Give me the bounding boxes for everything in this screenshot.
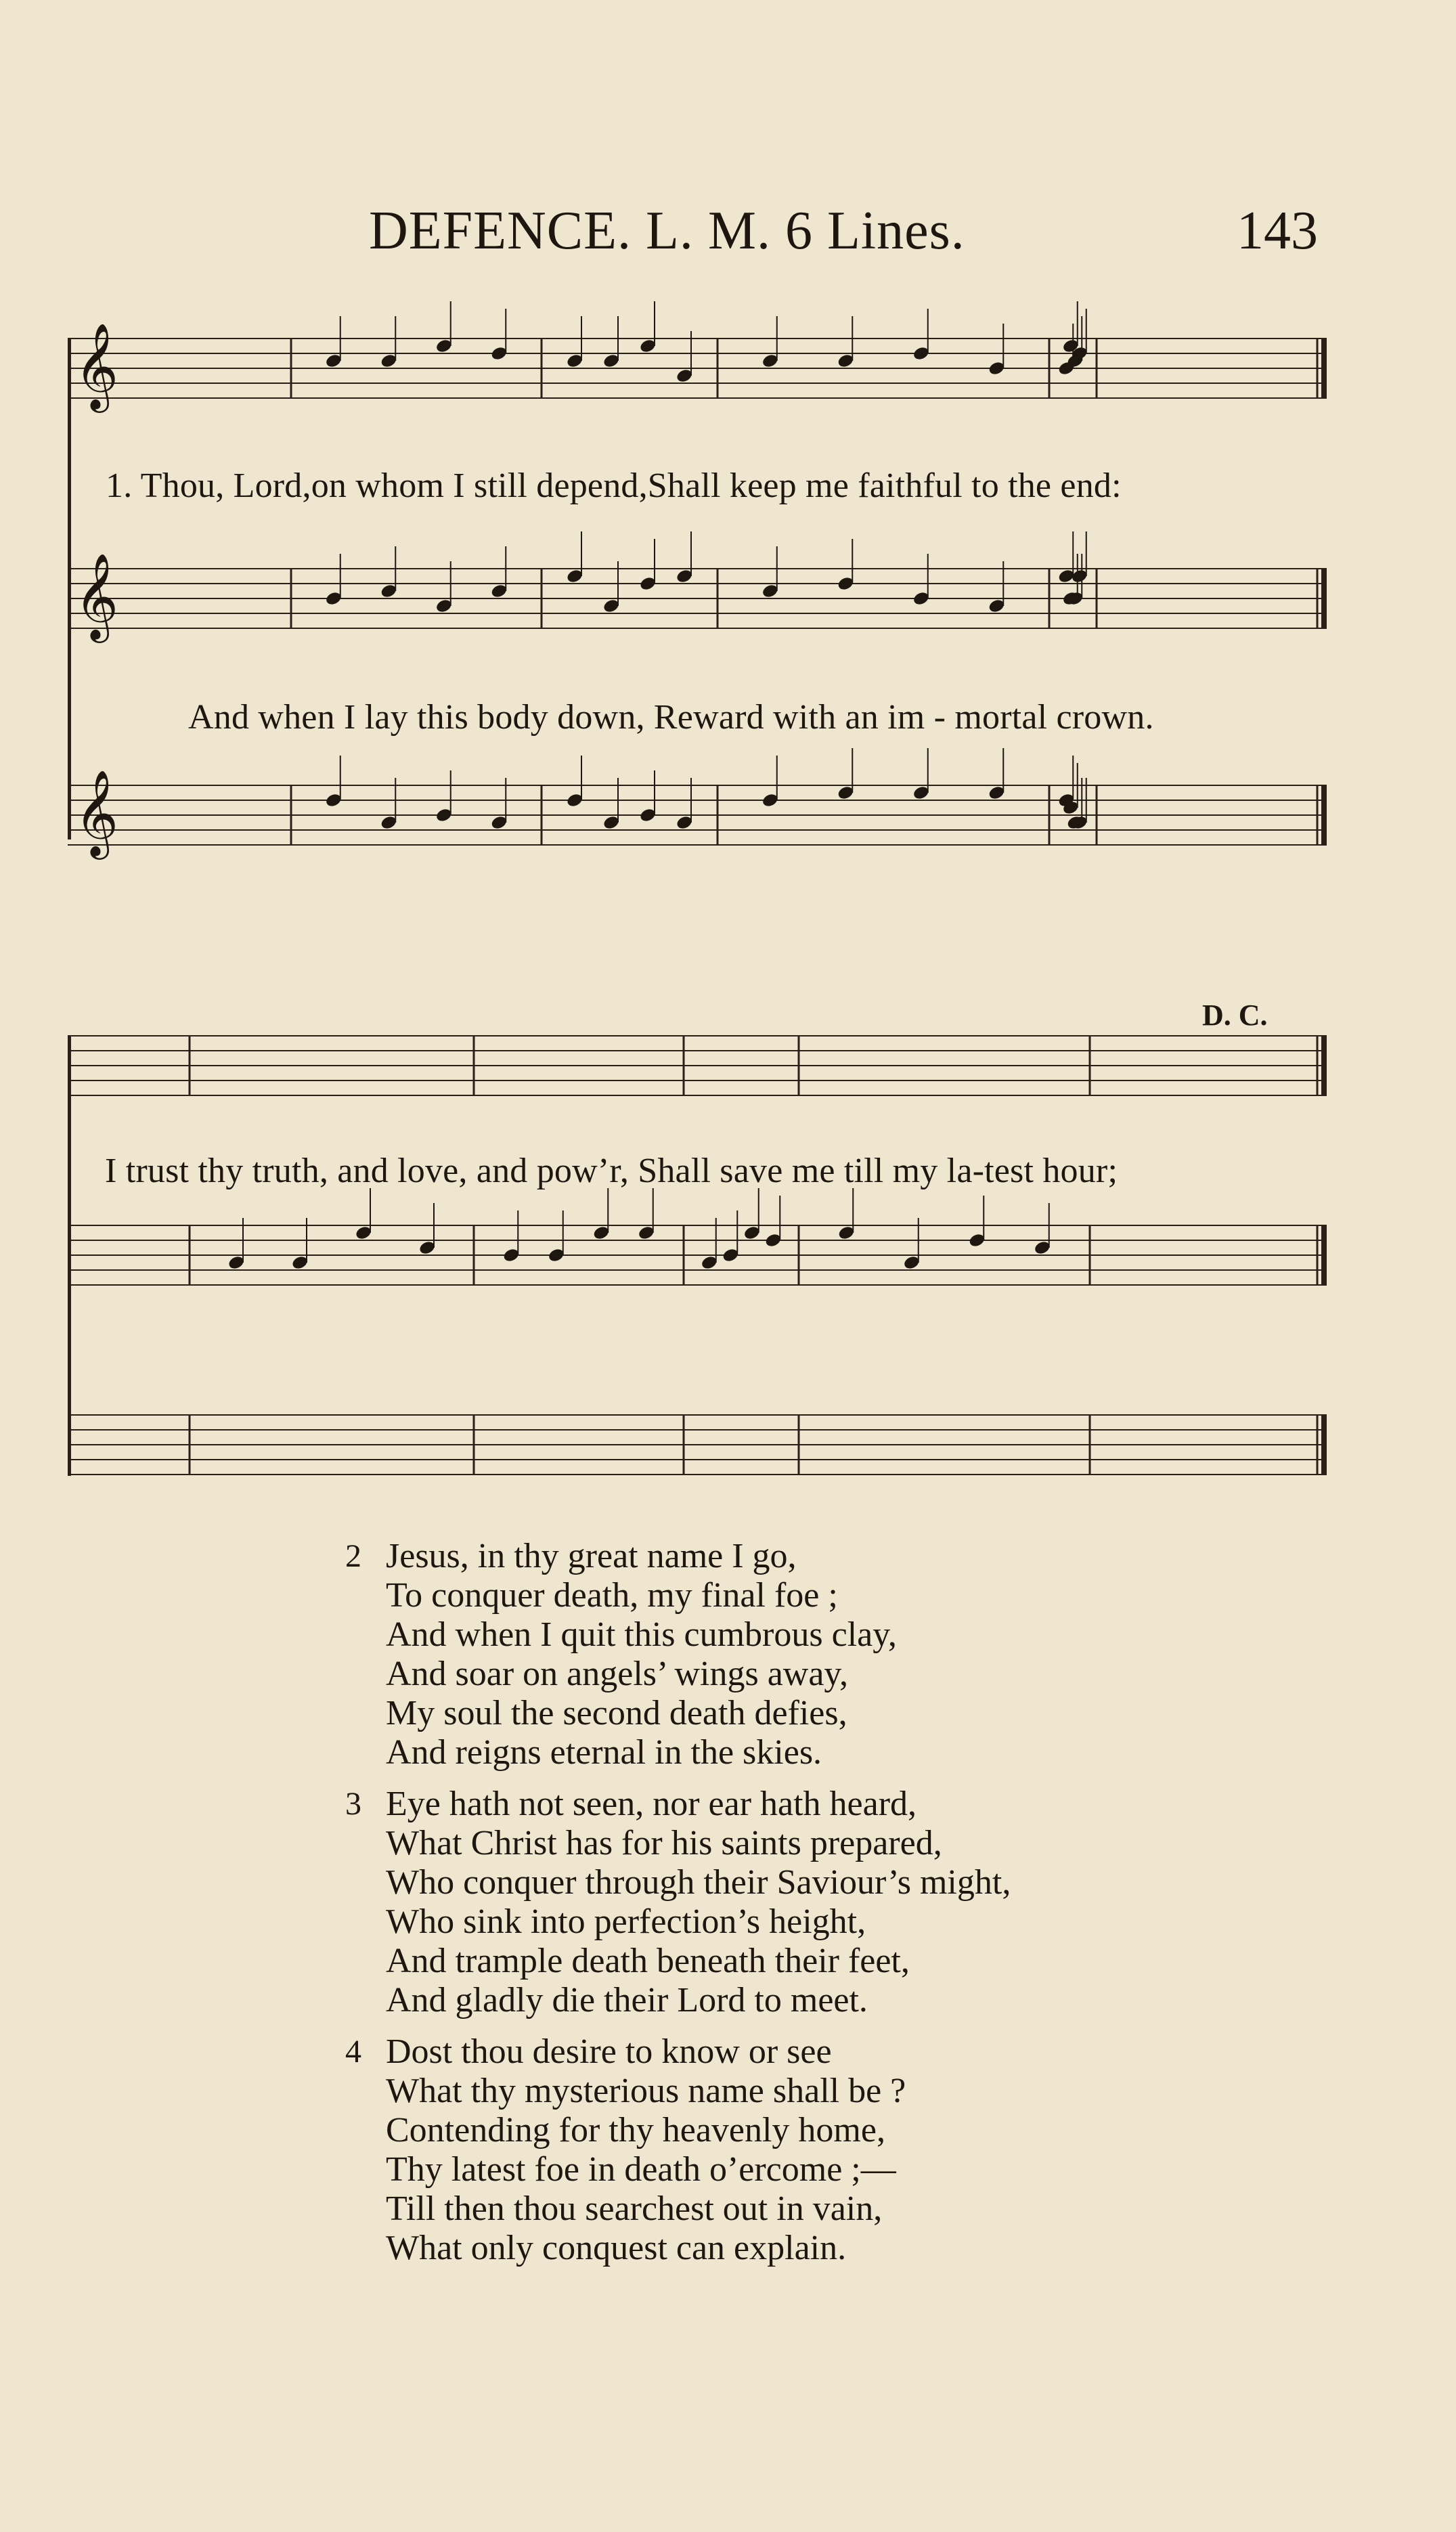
final-bar [1321, 1415, 1327, 1475]
repeat-mark: D. C. [1202, 999, 1268, 1032]
verse-4 [345, 2032, 1225, 2268]
staff [68, 531, 1327, 628]
staff [68, 1036, 1327, 1095]
final-bar [1321, 1225, 1327, 1285]
verse-line: My soul the second death defies, [386, 1694, 847, 1732]
verse-number: 3 [345, 1786, 361, 1822]
page-header [0, 200, 1456, 268]
verse-number: 4 [345, 2034, 361, 2070]
final-bar [1321, 569, 1327, 628]
verse-line: What thy mysterious name shall be ? [386, 2072, 906, 2110]
music-staves-2 [68, 1016, 1327, 1516]
verse-line: What only conquest can explain. [386, 2229, 847, 2267]
hymn-title: DEFENCE. L. M. 6 Lines. [369, 201, 965, 261]
verse-3 [345, 1785, 1225, 2020]
verse-line: Thy latest foe in death o’ercome ;— [386, 2150, 896, 2189]
verse-line: Eye hath not seen, nor ear hath heard, [386, 1785, 917, 1823]
final-bar [1321, 1036, 1327, 1095]
verse-line: And reigns eternal in the skies. [386, 1733, 822, 1772]
verse-line: And trample death beneath their feet, [386, 1942, 910, 1980]
clef-icon: 𝄞 [74, 769, 119, 856]
staff [68, 748, 1327, 845]
verses-section [345, 1537, 1225, 2280]
verse-line: What Christ has for his saints prepared, [386, 1824, 942, 1862]
verse-line: Who sink into perfection’s height, [386, 1902, 866, 1941]
lyric-line-2: And when I lay this body down, Reward with an im - mortal crown. [188, 698, 1154, 737]
music-staves-1 [68, 298, 1327, 894]
verse-line: And when I quit this cumbrous clay, [386, 1615, 897, 1654]
clef-icon: 𝄞 [74, 552, 119, 639]
verse-2 [345, 1537, 1225, 1772]
verse-line: To conquer death, my final foe ; [386, 1576, 838, 1615]
staff [68, 301, 1327, 398]
staff [68, 1415, 1327, 1475]
verse-line: Till then thou searchest out in vain, [386, 2189, 883, 2228]
verse-line: Who conquer through their Saviour’s might, [386, 1863, 1011, 1902]
verse-number: 2 [345, 1538, 361, 1574]
verse-line: And soar on angels’ wings away, [386, 1655, 849, 1693]
staff [68, 1188, 1327, 1285]
final-bar [1321, 339, 1327, 398]
lyric-line-3: I trust thy truth, and love, and pow’r, Shall save me till my la-test hour; [105, 1152, 1118, 1190]
final-bar [1321, 785, 1327, 845]
verse-line: Dost thou desire to know or see [386, 2032, 832, 2071]
verse-line: Jesus, in thy great name I go, [386, 1537, 797, 1575]
clef-icon: 𝄞 [74, 322, 119, 409]
verse-line: Contending for thy heavenly home, [386, 2111, 885, 2149]
music-system-1 [68, 298, 1327, 894]
music-system-2 [68, 999, 1327, 1516]
page-number: 143 [1237, 201, 1318, 261]
lyric-line-1: 1. Thou, Lord,on whom I still depend,Shall keep me faithful to the end: [106, 466, 1122, 505]
verse-line: And gladly die their Lord to meet. [386, 1981, 868, 2020]
system-brace [68, 339, 71, 839]
